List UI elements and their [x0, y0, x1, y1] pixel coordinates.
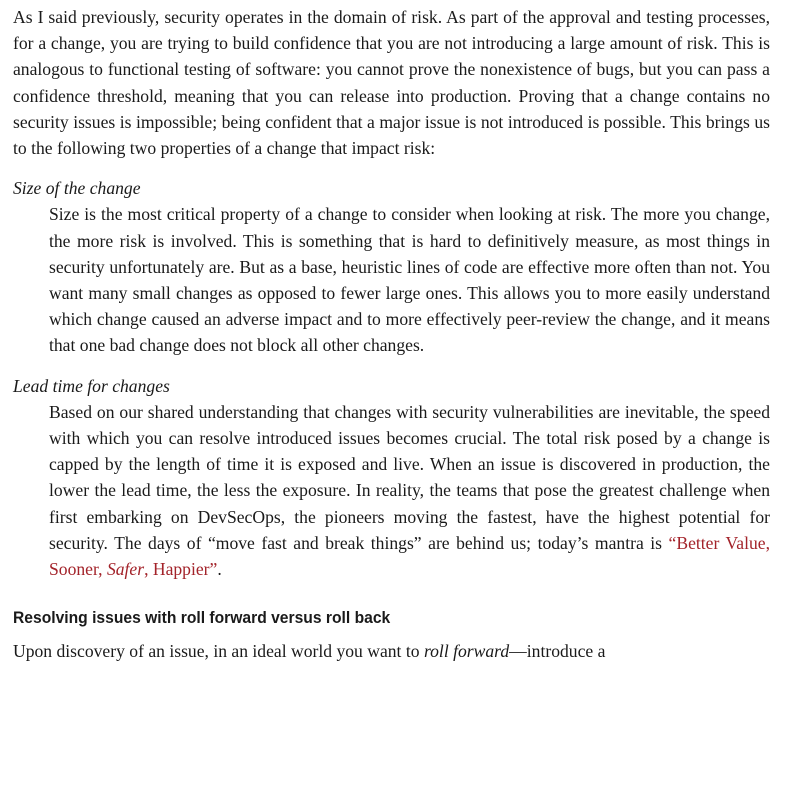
closing-text-emphasis: roll forward [423, 641, 510, 662]
closing-text-start: Upon discovery of an issue, in an ideal world you want to [13, 641, 424, 662]
mantra-quote-close: , Happier” [144, 559, 218, 580]
closing-paragraph [13, 638, 770, 664]
property-term-lead-time: Lead time for changes [13, 375, 170, 396]
mantra-quote-emphasis: Safer [106, 559, 145, 580]
intro-paragraph: As I said previously, security operates in the domain of risk. As part of the approval and testing processes, for a change, you are trying to build confidence that you are not introducing a large amount of risk. This is analogous to functional testing of software: you cannot prove the nonexistence of bugs, but you can pass a confidence threshold, meaning that you can release into production. Proving that a change contains no security issues is impossible; being confident that a major issue is not introduced is possible. This brings us to the following two properties of a change that impact risk: [13, 7, 770, 159]
property-definition-size: Size is the most critical property of a change to consider when looking at risk. The more you change, the more risk is involved. This is something that is hard to definitively measure, as most things in security unfortunately are. But as a base, heuristic lines of code are effective more often than not. You want many small changes as opposed to fewer large ones. This allows you to more easily understand which change caused an adverse impact and to more effectively peer-review the change, and it means that one bad change does not block all other changes. [49, 204, 770, 356]
property-term-size: Size of the change [13, 178, 141, 199]
closing-text-end: —introduce a [509, 641, 606, 662]
section-heading: Resolving issues with roll forward versus roll back [13, 608, 391, 628]
property-list [13, 175, 770, 582]
lead-time-text-end: . [217, 559, 222, 580]
property-definition-lead-time [49, 399, 770, 582]
lead-time-text: Based on our shared understanding that changes with security vulnerabilities are inevitable, the speed with which you can resolve introduced issues becomes crucial. The total risk posed by a change is capped by the length of time it is exposed and live. When an issue is discovered in production, the lower the lead time, the less the exposure. In reality, the teams that pose the greatest challenge when first embarking on DevSecOps, the pioneers moving the fastest, have the highest potential for security. The days of “move fast and break things” are behind us; today’s mantra is [49, 401, 770, 553]
mantra-quote-open: “Better Value, Sooner, [49, 532, 770, 580]
